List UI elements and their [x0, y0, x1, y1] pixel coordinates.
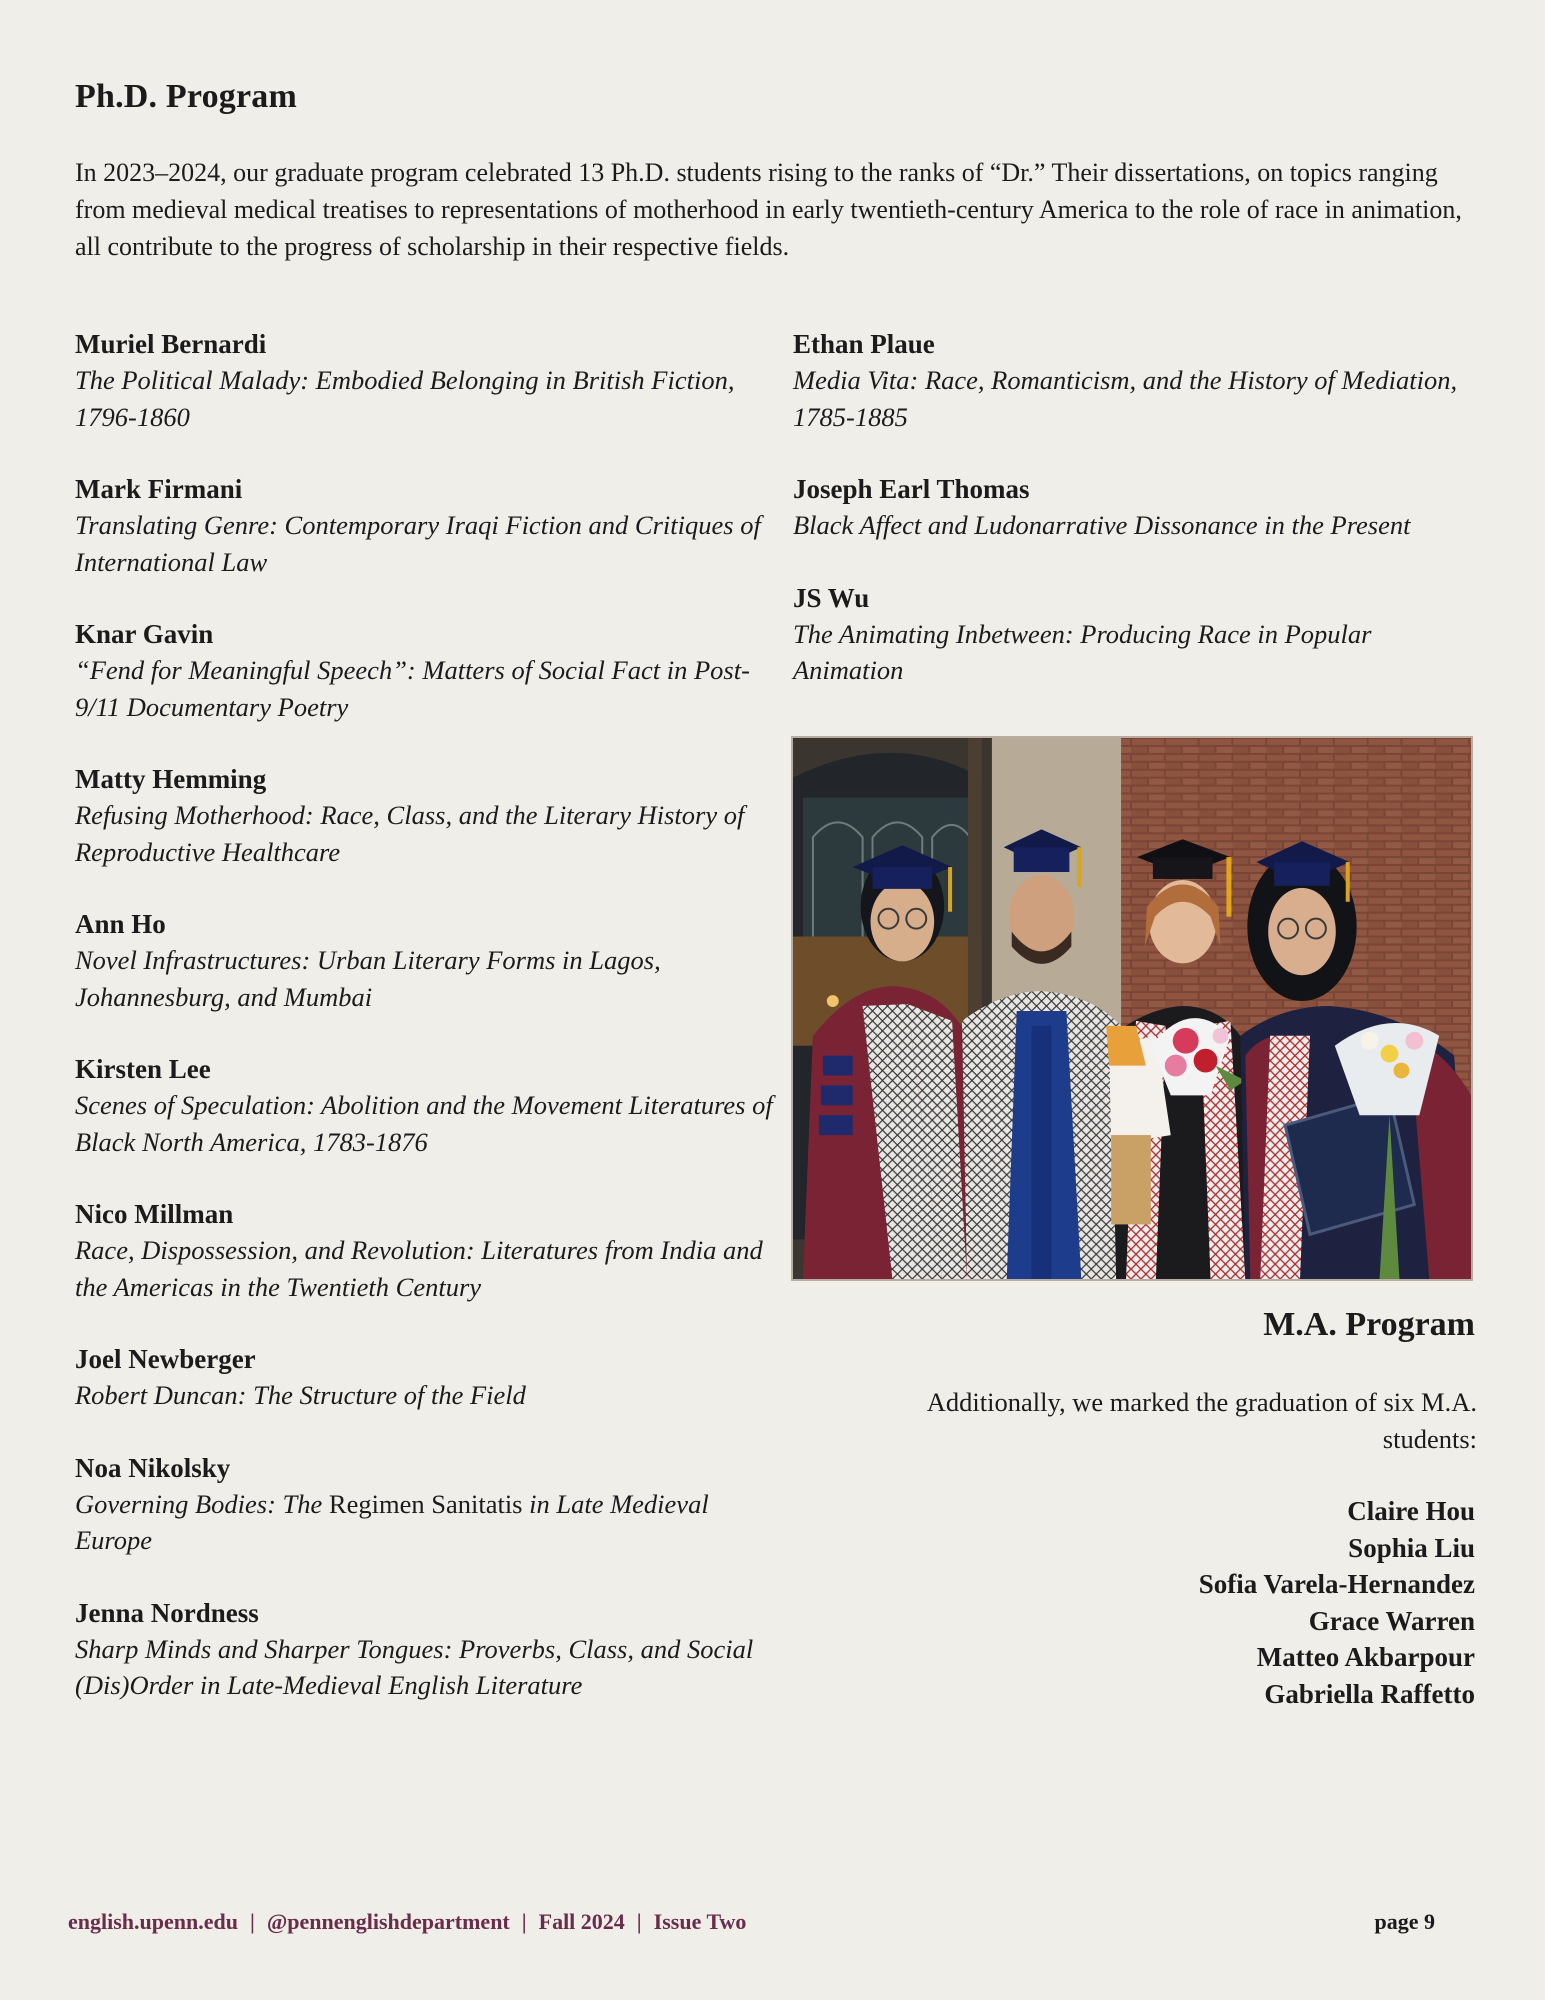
- page-number: page 9: [1374, 1909, 1435, 1934]
- list-item: [75, 761, 775, 870]
- student-name: Kirsten Lee: [75, 1054, 211, 1084]
- list-item: [793, 580, 1483, 689]
- footer-social-handle[interactable]: @pennenglishdepartment: [266, 1909, 510, 1934]
- list-item: Matteo Akbarpour: [1256, 1642, 1475, 1672]
- dissertation-title: Race, Dispossession, and Revolution: Literatures from India and the Americas in the Twentieth Century: [75, 1235, 763, 1302]
- list-item: [75, 471, 775, 580]
- phd-intro: In 2023–2024, our graduate program celebrated 13 Ph.D. students rising to the ranks of “Dr.” Their dissertations, on topics ranging from medieval medical treatises to representations of motherhood in early twentieth-century America to the role of race in animation, all contribute to the progress of scholarship in their respective fields.: [75, 158, 1462, 261]
- footer-website-link[interactable]: english.upenn.edu: [68, 1909, 238, 1934]
- ma-heading: M.A. Program: [1263, 1306, 1475, 1343]
- phd-list-left: [75, 326, 775, 1740]
- phd-list-right: [793, 326, 1483, 725]
- list-item: [75, 326, 775, 435]
- list-item: Sophia Liu: [1348, 1532, 1475, 1563]
- ma-student-list: [1199, 1493, 1475, 1712]
- student-name: Ethan Plaue: [793, 329, 935, 359]
- graduates-photo: [791, 736, 1473, 1281]
- list-item: [75, 616, 775, 725]
- list-item: [75, 1051, 775, 1160]
- student-name: Matty Hemming: [75, 764, 267, 794]
- footer-issue: Issue Two: [653, 1909, 747, 1934]
- list-item: [75, 1341, 775, 1414]
- list-item: [793, 326, 1483, 435]
- title-part-italic: in Late Medieval Europe: [75, 1488, 709, 1555]
- list-item: [75, 1196, 775, 1305]
- footer-separator: |: [249, 1909, 255, 1934]
- list-item: Sofia Varela-Hernandez: [1198, 1569, 1475, 1599]
- footer: [68, 1909, 746, 1935]
- dissertation-title: Novel Infrastructures: Urban Literary Forms in Lagos, Johannesburg, and Mumbai: [75, 945, 661, 1012]
- dissertation-title: Scenes of Speculation: Abolition and the Movement Literatures of Black North America, 1783-1876: [75, 1090, 773, 1157]
- dissertation-title: Robert Duncan: The Structure of the Field: [75, 1380, 526, 1410]
- student-name: Joel Newberger: [75, 1344, 256, 1374]
- dissertation-title: The Animating Inbetween: Producing Race in Popular Animation: [793, 618, 1372, 685]
- student-name: Mark Firmani: [75, 474, 243, 504]
- list-item: [75, 906, 775, 1015]
- footer-season: Fall 2024: [538, 1909, 625, 1934]
- dissertation-title: [75, 1486, 775, 1559]
- title-part-roman: Regimen Sanitatis: [328, 1488, 523, 1519]
- dissertation-title: “Fend for Meaningful Speech”: Matters of Social Fact in Post-9/11 Documentary Poetry: [75, 655, 750, 722]
- footer-separator: |: [636, 1909, 642, 1934]
- dissertation-title: Refusing Motherhood: Race, Class, and the Literary History of Reproductive Healthcare: [75, 800, 745, 867]
- title-part-italic: Governing Bodies: The: [75, 1488, 329, 1519]
- dissertation-title: Sharp Minds and Sharper Tongues: Proverbs, Class, and Social (Dis)Order in Late-Medieval English Literature: [75, 1633, 754, 1700]
- list-item: [75, 1450, 775, 1559]
- phd-heading: Ph.D. Program: [75, 78, 297, 115]
- student-name: Noa Nikolsky: [75, 1452, 231, 1483]
- dissertation-title: Media Vita: Race, Romanticism, and the History of Mediation, 1785-1885: [793, 365, 1458, 432]
- list-item: [793, 471, 1483, 544]
- student-name: JS Wu: [793, 582, 870, 613]
- student-name: Muriel Bernardi: [75, 329, 267, 359]
- ma-intro: Additionally, we marked the graduation of six M.A. students:: [926, 1387, 1477, 1454]
- list-item: [75, 1595, 775, 1704]
- dissertation-title: The Political Malady: Embodied Belonging in British Fiction, 1796-1860: [75, 365, 735, 432]
- student-name: Knar Gavin: [75, 619, 214, 649]
- dissertation-title: Black Affect and Ludonarrative Dissonance in the Present: [793, 510, 1411, 540]
- student-name: Ann Ho: [75, 909, 166, 939]
- student-name: Nico Millman: [75, 1199, 234, 1229]
- list-item: Claire Hou: [1347, 1496, 1475, 1526]
- student-name: Joseph Earl Thomas: [793, 474, 1030, 504]
- dissertation-title: Translating Genre: Contemporary Iraqi Fiction and Critiques of International Law: [75, 510, 761, 577]
- footer-separator: |: [521, 1909, 527, 1934]
- student-name: Jenna Nordness: [75, 1597, 259, 1628]
- list-item: Grace Warren: [1308, 1605, 1475, 1636]
- graduates-photo-illustration: [793, 738, 1471, 1279]
- list-item: Gabriella Raffetto: [1264, 1678, 1475, 1709]
